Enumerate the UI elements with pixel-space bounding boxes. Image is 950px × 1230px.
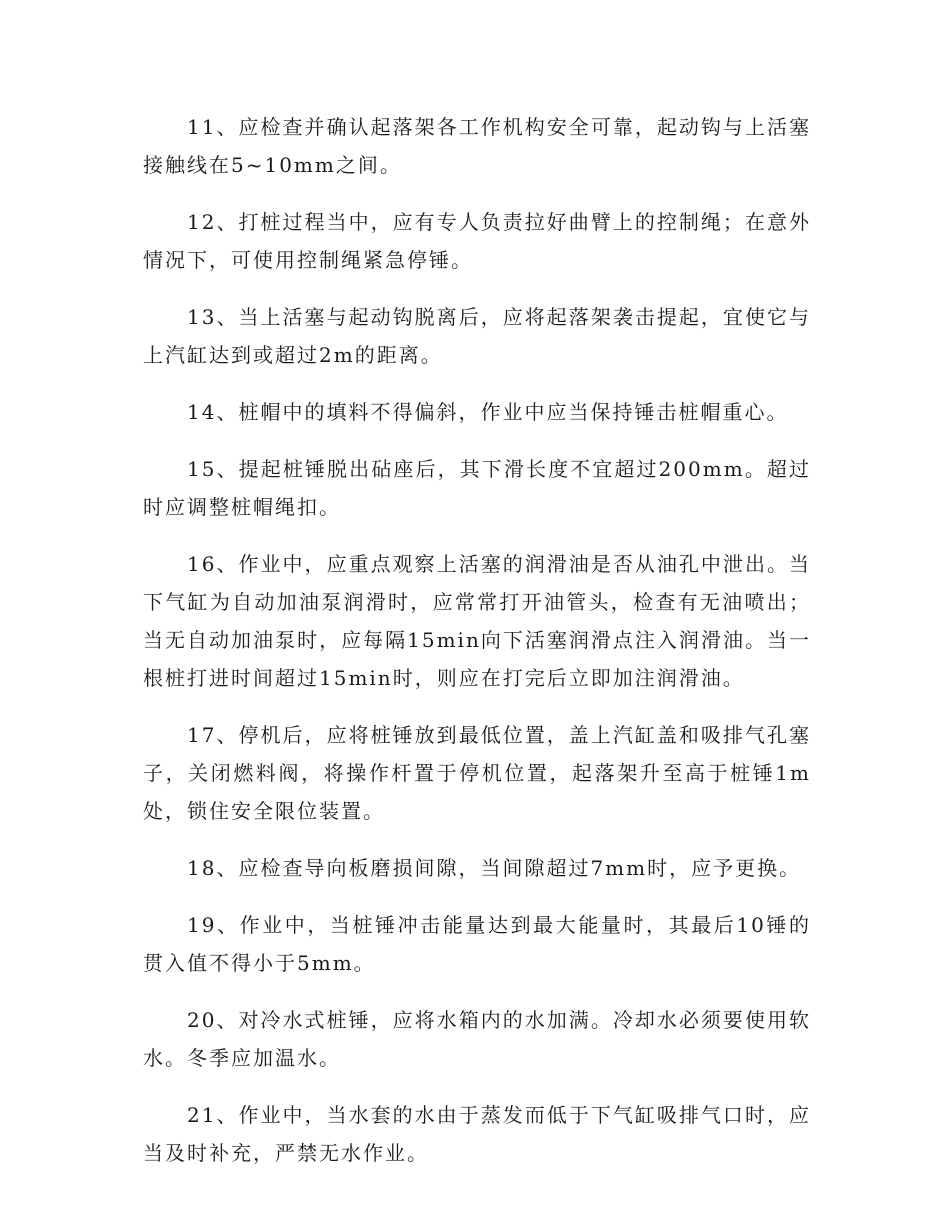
paragraph-item-20: 20、对冷水式桩锤，应将水箱内的水加满。冷却水必须要使用软水。冬季应加温水。 (143, 1008, 811, 1070)
paragraph-item-21: 21、作业中，当水套的水由于蒸发而低于下气缸吸排气口时，应当及时补充，严禁无水作业。 (143, 1103, 811, 1165)
paragraph-item-15: 15、提起桩锤脱出砧座后，其下滑长度不宜超过200mm。超过时应调整桩帽绳扣。 (143, 457, 811, 519)
paragraph-item-14: 14、桩帽中的填料不得偏斜，作业中应当保持锤击桩帽重心。 (187, 400, 789, 424)
paragraph-item-16: 16、作业中，应重点观察上活塞的润滑油是否从油孔中泄出。当下气缸为自动加油泵润滑时，应常常打开油管头，检查有无油喷出；当无自动加油泵时，应每隔15min向下活塞润滑点注入润滑油。当一根桩打进时间超过15min时，则应在打完后立即加注润滑油。 (143, 552, 811, 690)
paragraph-item-12: 12、打桩过程当中，应有专人负责拉好曲臂上的控制绳；在意外情况下，可使用控制绳紧急停锤。 (143, 210, 811, 272)
paragraph-item-19: 19、作业中，当桩锤冲击能量达到最大能量时，其最后10锤的贯入值不得小于5mm。 (143, 913, 811, 975)
paragraph-item-17: 17、停机后，应将桩锤放到最低位置，盖上汽缸盖和吸排气孔塞子，关闭燃料阀，将操作杆置于停机位置，起落架升至高于桩锤1m处，锁住安全限位装置。 (143, 723, 811, 823)
document-body (143, 108, 811, 1191)
paragraph-item-11: 11、应检查并确认起落架各工作机构安全可靠，起动钩与上活塞接触线在5~10mm之间。 (143, 115, 811, 177)
paragraph-item-13: 13、当上活塞与起动钩脱离后，应将起落架袭击提起，宜使它与上汽缸达到或超过2m的距离。 (143, 305, 811, 367)
paragraph-item-18: 18、应检查导向板磨损间隙，当间隙超过7mm时，应予更换。 (187, 856, 802, 880)
